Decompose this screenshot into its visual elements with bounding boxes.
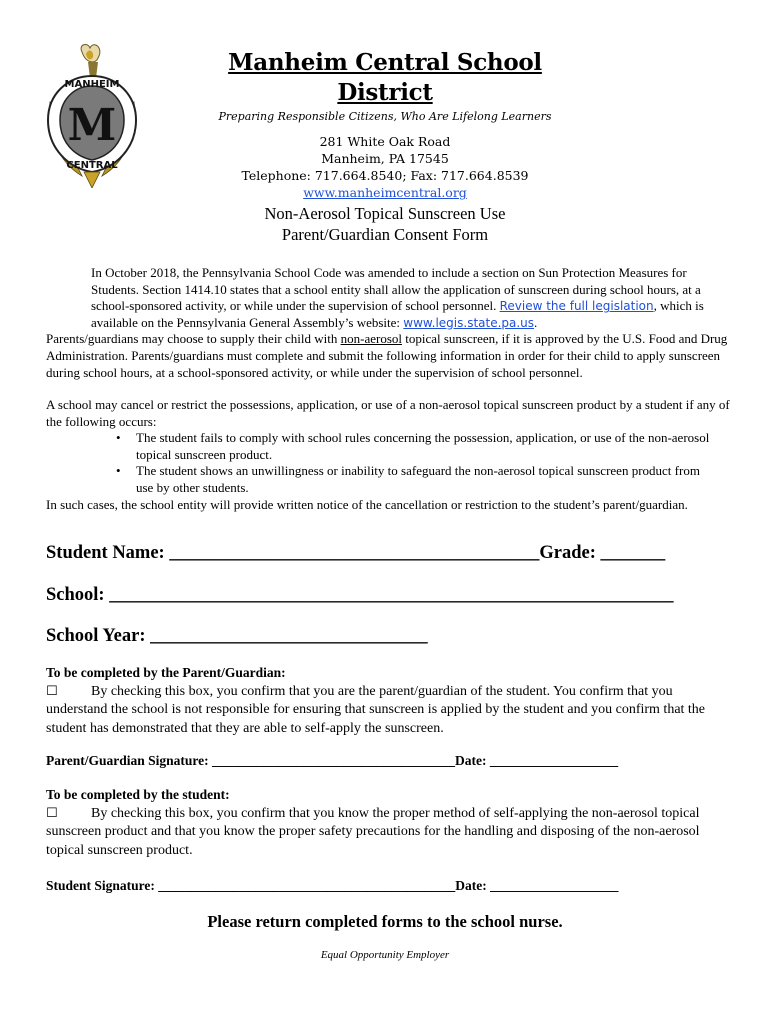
tagline: Preparing Responsible Citizens, Who Are Lifelong Learners: [218, 110, 552, 123]
student-signature-label: Student Signature:: [46, 878, 155, 893]
parent-date-label: Date:: [455, 753, 487, 768]
logo-text-top: MANHEIM: [64, 79, 120, 90]
grade-field[interactable]: _______: [600, 543, 666, 563]
intro-text-a: In October 2018, the Pennsylvania School Code was amended to include a section on Sun Protection Measures for Students. Section 1414.10 states that a school entity shall allow the application of sunscreen during school hours, at a school-sponsored activity, or while under the supervision of school personnel.: [91, 265, 701, 314]
parent-signature-label: Parent/Guardian Signature:: [46, 753, 209, 768]
student-consent-checkbox[interactable]: ☐: [46, 805, 58, 821]
parent-signature-field[interactable]: ____________________________________: [212, 753, 456, 768]
restrictions-closing: In such cases, the school entity will provide written notice of the cancellation or restriction to the student’s parent/guardian.: [46, 496, 688, 512]
student-consent-statement: By checking this box, you confirm that you know the proper method of self-applying the non-aerosol topical sunscreen product and that you know the proper safety precautions for the handling and disposing of the non-aerosol topical sunscreen product.: [46, 805, 700, 858]
footer-note: Equal Opportunity Employer: [320, 949, 450, 961]
school-label: School:: [46, 585, 105, 605]
list-item: • The student fails to comply with school rules concerning the possession, application, or use of the non-aerosol topical sunscreen product.: [136, 430, 716, 463]
logo-text-bottom: CENTRAL: [66, 160, 118, 171]
non-aerosol-emphasis: non-aerosol: [340, 331, 402, 347]
student-name-field[interactable]: ________________________________________: [169, 543, 540, 563]
letterhead: [190, 48, 580, 202]
restrictions-intro: A school may cancel or restrict the possessions, application, or use of a non-aerosol topical sunscreen product by a student if any of the following occurs:: [46, 397, 730, 429]
parent-section-heading: To be completed by the Parent/Guardian:: [46, 665, 286, 680]
student-signature-field[interactable]: ____________________________________________: [158, 878, 456, 893]
restrictions-list: [46, 430, 731, 496]
form-title-line1: Non-Aerosol Topical Sunscreen Use: [264, 204, 506, 223]
school-year-field[interactable]: ______________________________: [150, 626, 428, 646]
return-instructions: Please return completed forms to the school nurse.: [207, 912, 563, 931]
student-date-label: Date:: [455, 878, 487, 893]
school-row: [46, 585, 673, 606]
district-logo: [38, 42, 146, 188]
phone-fax: Telephone: 717.664.8540; Fax: 717.664.8539: [241, 168, 529, 183]
intro-paragraph: [46, 265, 731, 381]
parent-signature-row: [46, 753, 618, 769]
intro-text-c: .: [534, 314, 538, 330]
student-signature-row: [46, 878, 618, 894]
parent-consent-statement: By checking this box, you confirm that you are the parent/guardian of the student. You confirm that you understand the school is not responsible for ensuring that sunscreen is applied by the student and you confirm that the student has demonstrated that they are able to self-apply the sunscreen.: [46, 683, 706, 736]
school-field[interactable]: _____________________________________________________________: [109, 585, 674, 605]
student-section-heading: To be completed by the student:: [46, 787, 230, 802]
logo-letter: M: [67, 100, 117, 151]
student-name-label: Student Name:: [46, 543, 165, 563]
parent-date-field[interactable]: ___________________: [489, 753, 619, 768]
student-section: [46, 786, 731, 860]
address-line1: 281 White Oak Road: [319, 134, 451, 149]
grade-label: Grade:: [539, 543, 596, 563]
school-year-label: School Year:: [46, 626, 146, 646]
intro-text-e: topical sunscreen, if it is approved by the U.S. Food and Drug Administration. Parents/guardians must complete and submit the following information in order for their child to apply sunscreen during school hours, at a school-sponsored activity, or while under the supervision of school personnel.: [46, 331, 728, 380]
legis-site-link[interactable]: www.legis.state.pa.us: [403, 315, 535, 330]
form-title-line2: Parent/Guardian Consent Form: [281, 225, 489, 244]
legislation-link[interactable]: Review the full legislation: [499, 299, 654, 314]
parent-section: [46, 664, 731, 738]
intro-text-d: Parents/guardians may choose to supply their child with: [46, 331, 341, 347]
student-date-field[interactable]: ___________________: [490, 878, 619, 893]
form-title: [0, 203, 770, 245]
district-name: Manheim Central School District: [228, 49, 542, 106]
intro-text-b: , which is available on the Pennsylvania General Assembly’s website:: [91, 298, 704, 330]
student-name-row: [46, 543, 665, 564]
address-block: [190, 133, 580, 202]
address-line2: Manheim, PA 17545: [321, 151, 449, 166]
parent-consent-checkbox[interactable]: ☐: [46, 683, 58, 699]
list-item: • The student shows an unwillingness or inability to safeguard the non-aerosol topical sunscreen product from use by other students.: [136, 463, 716, 496]
school-year-row: [46, 626, 428, 647]
website-link[interactable]: www.manheimcentral.org: [303, 185, 467, 200]
restrictions-paragraph: [46, 397, 731, 513]
